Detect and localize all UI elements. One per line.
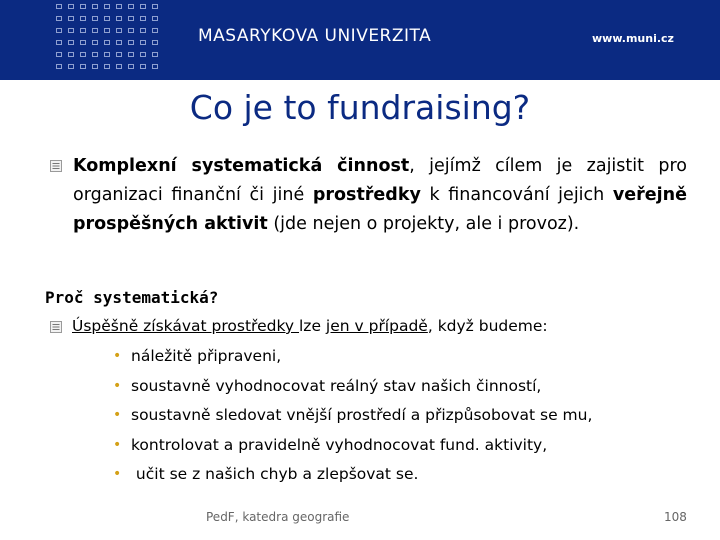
- public-benefit-term: veřejně prospěšných aktivit: [73, 185, 687, 234]
- section-heading: Proč systematická?: [45, 288, 219, 307]
- list-item: • soustavně vyhodnocovat reálný stav našich činností,: [111, 372, 592, 402]
- bullet-dot-icon: •: [113, 466, 122, 482]
- conditions-list: [111, 342, 592, 490]
- list-item: • kontrolovat a pravidelně vyhodnocovat fund. aktivity,: [111, 431, 592, 461]
- slide-title: Co je to fundraising?: [189, 88, 531, 127]
- document-bullet-icon: [50, 160, 62, 172]
- university-website: www.muni.cz: [592, 32, 674, 45]
- bullet-dot-icon: •: [113, 377, 122, 394]
- university-logo-grid: [56, 4, 166, 74]
- university-name: MASARYKOVA UNIVERZITA: [198, 26, 432, 46]
- list-item: • učit se z našich chyb a zlepšovat se.: [111, 460, 592, 490]
- bullet-dot-icon: •: [113, 407, 122, 423]
- page-number: 108: [664, 510, 687, 524]
- definition-term: Komplexní systematická činnost: [73, 156, 410, 176]
- section-intro-line: Úspěšně získávat prostředky lze jen v případě, když budeme:: [72, 317, 548, 335]
- bullet-dot-icon: •: [113, 348, 122, 364]
- document-bullet-icon: [50, 321, 62, 333]
- footer-source: PedF, katedra geografie: [206, 510, 350, 524]
- list-item: • soustavně sledovat vnější prostředí a přizpůsobovat se mu,: [111, 401, 592, 431]
- bullet-dot-icon: •: [113, 436, 122, 453]
- header-bar: [0, 0, 720, 80]
- list-item: • náležitě připraveni,: [111, 342, 592, 372]
- definition-paragraph: Komplexní systematická činnost, jejímž cílem je zajistit pro organizaci finanční či jiné prostředky k financování jejich veřejně prospěšných aktivit (jde nejen o projekty, ale i provoz).: [73, 156, 687, 234]
- resources-term: prostředky: [312, 185, 421, 205]
